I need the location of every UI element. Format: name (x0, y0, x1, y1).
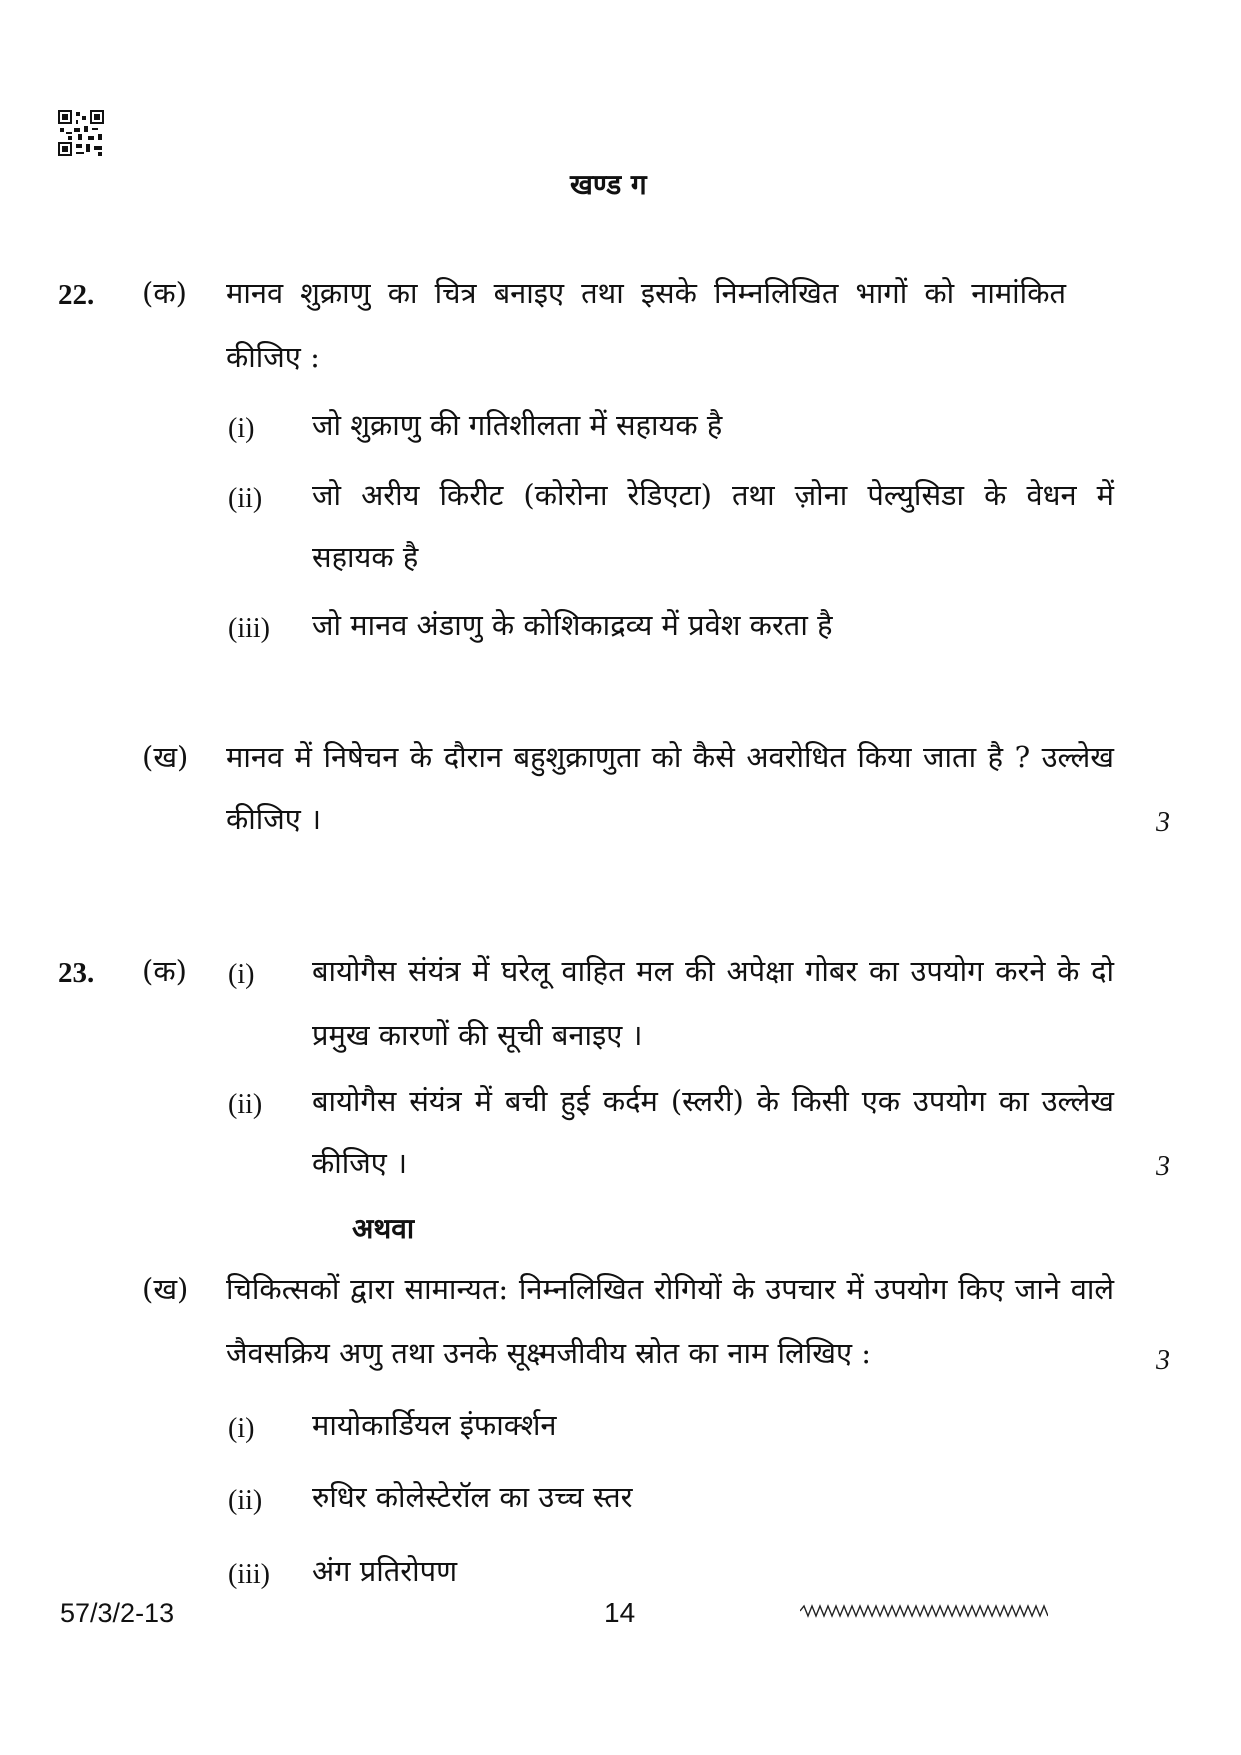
question-text: मानव शुक्राणु का चित्र बनाइए तथा इसके निम्नलिखित भागों को नामांकित (226, 276, 1066, 310)
item-label: (i) (228, 413, 255, 444)
question-number: 22. (58, 279, 95, 311)
item-label: (i) (228, 959, 255, 990)
item-label: (ii) (228, 483, 263, 514)
marks: 3 (1156, 1151, 1170, 1182)
question-text: मानव में निषेचन के दौरान बहुशुक्राणुता को कैसे अवरोधित किया जाता है ? उल्लेख (226, 740, 1114, 774)
item-label: (ii) (228, 1089, 263, 1120)
question-text: कीजिए : (226, 340, 320, 374)
item-label: (iii) (228, 1559, 270, 1590)
page-number: 14 (604, 1597, 636, 1628)
question-text: चिकित्सकों द्वारा सामान्यत: निम्नलिखित रोगियों के उपचार में उपयोग किए जाने वाले (226, 1272, 1114, 1306)
item-text: जो शुक्राणु की गतिशीलता में सहायक है (312, 408, 723, 442)
subpart-label: (ख) (142, 740, 189, 774)
qr-code-icon (58, 110, 104, 156)
marks: 3 (1156, 1345, 1170, 1376)
question-number: 23. (58, 957, 95, 989)
item-label: (iii) (228, 613, 270, 644)
question-text: कीजिए । (226, 802, 322, 836)
item-text: प्रमुख कारणों की सूची बनाइए । (312, 1018, 643, 1052)
paper-code: 57/3/2-13 (60, 1598, 175, 1628)
item-text: अंग प्रतिरोपण (312, 1554, 458, 1588)
subpart-label: (क) (142, 954, 187, 988)
or-separator: अथवा (352, 1212, 415, 1245)
marks: 3 (1156, 807, 1170, 838)
wavy-line-decoration (800, 1604, 1048, 1618)
item-text: कीजिए । (312, 1146, 408, 1180)
item-text: जो मानव अंडाणु के कोशिकाद्रव्य में प्रवेश करता है (312, 608, 833, 642)
subpart-label: (क) (142, 276, 187, 310)
item-label: (i) (228, 1413, 255, 1444)
item-text: रुधिर कोलेस्टेरॉल का उच्च स्तर (312, 1480, 633, 1514)
item-text: मायोकार्डियल इंफार्क्शन (312, 1408, 557, 1442)
item-text: बायोगैस संयंत्र में बची हुई कर्दम (स्लरी) के किसी एक उपयोग का उल्लेख (312, 1084, 1114, 1118)
item-text: बायोगैस संयंत्र में घरेलू वाहित मल की अपेक्षा गोबर का उपयोग करने के दो (312, 954, 1114, 988)
question-text: जैवसक्रिय अणु तथा उनके सूक्ष्मजीवीय स्रोत का नाम लिखिए : (226, 1336, 871, 1370)
subpart-label: (ख) (142, 1272, 189, 1306)
item-text: जो अरीय किरीट (कोरोना रेडिएटा) तथा ज़ोना पेल्युसिडा के वेधन में (312, 478, 1114, 512)
item-text: सहायक है (312, 540, 419, 574)
section-title: खण्ड ग (570, 168, 647, 201)
item-label: (ii) (228, 1485, 263, 1516)
